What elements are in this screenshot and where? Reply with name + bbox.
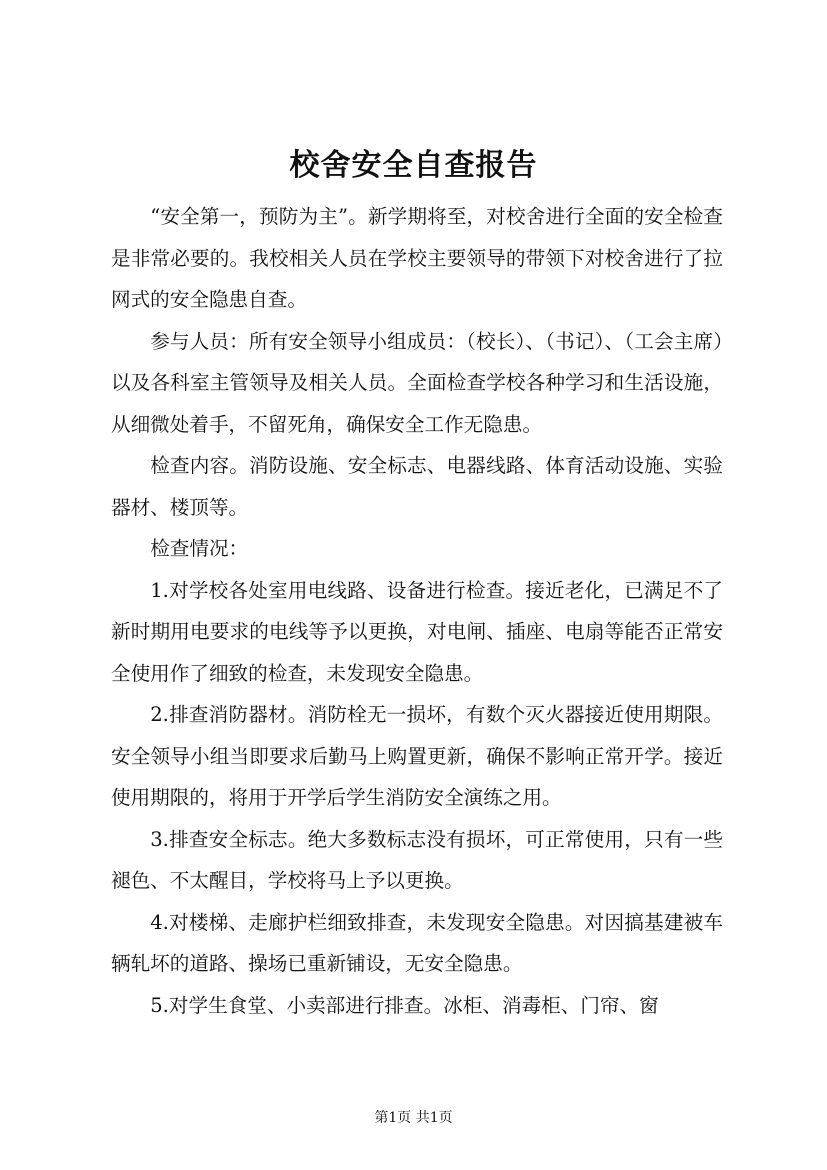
paragraph-intro: “安全第一，预防为主”。新学期将至，对校舍进行全面的安全检查是非常必要的。我校相关人员在学校主要领导的带领下对校舍进行了拉网式的安全隐患自查。 [111,205,723,311]
paragraph-item-2: 2.排查消防器材。消防栓无一损坏，有数个灭火器接近使用期限。安全领导小组当即要求后勤马上购置更新，确保不影响正常开学。接近使用期限的，将用于开学后学生消防安全演练之用。 [111,703,723,809]
page-number-footer: 第1页 共1页 [374,1110,453,1126]
document-body [111,196,723,1026]
paragraph-item-3: 3.排查安全标志。绝大多数标志没有损坏，可正常使用，只有一些褪色、不太醒目，学校将马上予以更换。 [111,827,723,892]
paragraph-item-5: 5.对学生食堂、小卖部进行排查。冰柜、消毒柜、门帘、窗 [150,993,659,1017]
paragraph-item-4: 4.对楼梯、走廊护栏细致排查，未发现安全隐患。对因搞基建被车辆轧坏的道路、操场已重新铺设，无安全隐患。 [111,910,723,975]
paragraph-inspection-content: 检查内容。消防设施、安全标志、电器线路、体育活动设施、实验器材、楼顶等。 [111,454,723,519]
paragraph-participants: 参与人员：所有安全领导小组成员：（校长）、（书记）、（工会主席）以及各科室主管领导及相关人员。全面检查学校各种学习和生活设施，从细微处着手，不留死角，确保安全工作无隐患。 [111,329,723,436]
paragraph-inspection-status: 检查情况： [150,537,249,560]
document-title: 校舍安全自查报告 [289,148,538,183]
paragraph-item-1: 1.对学校各处室用电线路、设备进行检查。接近老化，已满足不了新时期用电要求的电线等予以更换，对电闸、插座、电扇等能否正常安全使用作了细致的检查，未发现安全隐患。 [111,578,723,685]
